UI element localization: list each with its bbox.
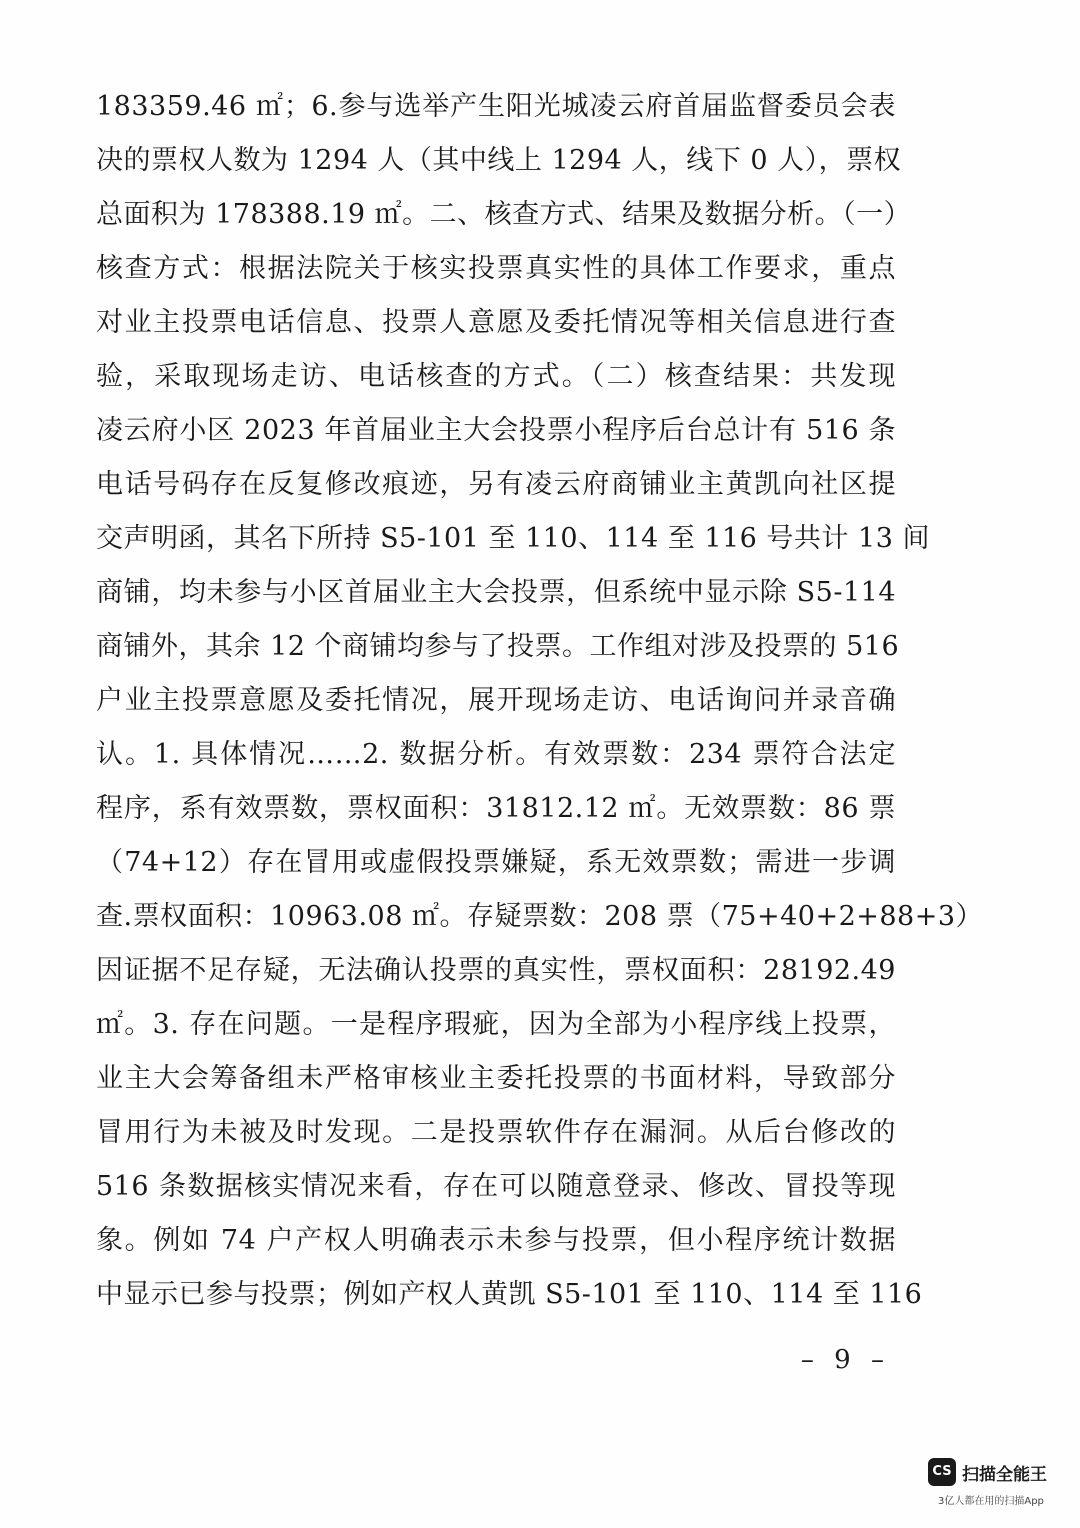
watermark-slogan: 3亿人都在用的扫描App — [938, 1496, 1044, 1507]
text-line-19: 业主大会筹备组未严格审核业主委托投票的书面材料，导致部分 — [96, 1063, 896, 1094]
document-body — [96, 80, 984, 1322]
scanner-watermark — [928, 1454, 1058, 1514]
watermark-app-name: 扫描全能王 — [962, 1465, 1047, 1485]
text-line-2: 决的票权人数为 1294 人（其中线上 1294 人，线下 0 人），票权 — [96, 145, 902, 176]
text-line-11: 商铺外，其余 12 个商铺均参与了投票。工作组对涉及投票的 516 — [96, 631, 900, 662]
text-line-7: 凌云府小区 2023 年首届业主大会投票小程序后台总计有 516 条 — [96, 415, 896, 446]
text-line-12: 户业主投票意愿及委托情况，展开现场走访、电话询问并录音确 — [96, 685, 896, 716]
text-line-1: 183359.46 ㎡；6.参与选举产生阳光城凌云府首届监督委员会表 — [96, 91, 896, 122]
page-number: – 9 – — [800, 1345, 890, 1375]
text-line-14: 程序，系有效票数，票权面积：31812.12 ㎡。无效票数：86 票 — [96, 793, 896, 824]
text-line-4: 核查方式：根据法院关于核实投票真实性的具体工作要求，重点 — [96, 253, 896, 284]
text-line-13: 认。1. 具体情况……2. 数据分析。有效票数：234 票符合法定 — [96, 739, 896, 770]
text-line-21: 516 条数据核实情况来看，存在可以随意登录、修改、冒投等现 — [96, 1171, 896, 1202]
text-line-18: ㎡。3. 存在问题。一是程序瑕疵，因为全部为小程序线上投票， — [96, 1009, 896, 1040]
text-line-22: 象。例如 74 户产权人明确表示未参与投票，但小程序统计数据 — [96, 1225, 896, 1256]
text-line-3: 总面积为 178388.19 ㎡。二、核查方式、结果及数据分析。（一） — [96, 199, 912, 230]
text-line-15: （74+12）存在冒用或虚假投票嫌疑，系无效票数；需进一步调 — [96, 847, 896, 878]
camscanner-logo-icon: CS — [928, 1458, 956, 1486]
text-line-17: 因证据不足存疑，无法确认投票的真实性，票权面积：28192.49 — [96, 955, 896, 986]
text-line-16: 查.票权面积：10963.08 ㎡。存疑票数：208 票（75+40+2+88+3） — [96, 901, 984, 932]
text-line-9: 交声明函，其名下所持 S5-101 至 110、114 至 116 号共计 13 间 — [96, 523, 930, 554]
text-line-20: 冒用行为未被及时发现。二是投票软件存在漏洞。从后台修改的 — [96, 1117, 896, 1148]
text-line-23: 中显示已参与投票；例如产权人黄凯 S5-101 至 110、114 至 116 — [96, 1279, 923, 1310]
text-line-10: 商铺，均未参与小区首届业主大会投票，但系统中显示除 S5-114 — [96, 577, 896, 608]
text-line-6: 验，采取现场走访、电话核查的方式。（二）核查结果：共发现 — [96, 361, 896, 392]
text-line-5: 对业主投票电话信息、投票人意愿及委托情况等相关信息进行查 — [96, 307, 896, 338]
text-line-8: 电话号码存在反复修改痕迹，另有凌云府商铺业主黄凯向社区提 — [96, 469, 896, 500]
